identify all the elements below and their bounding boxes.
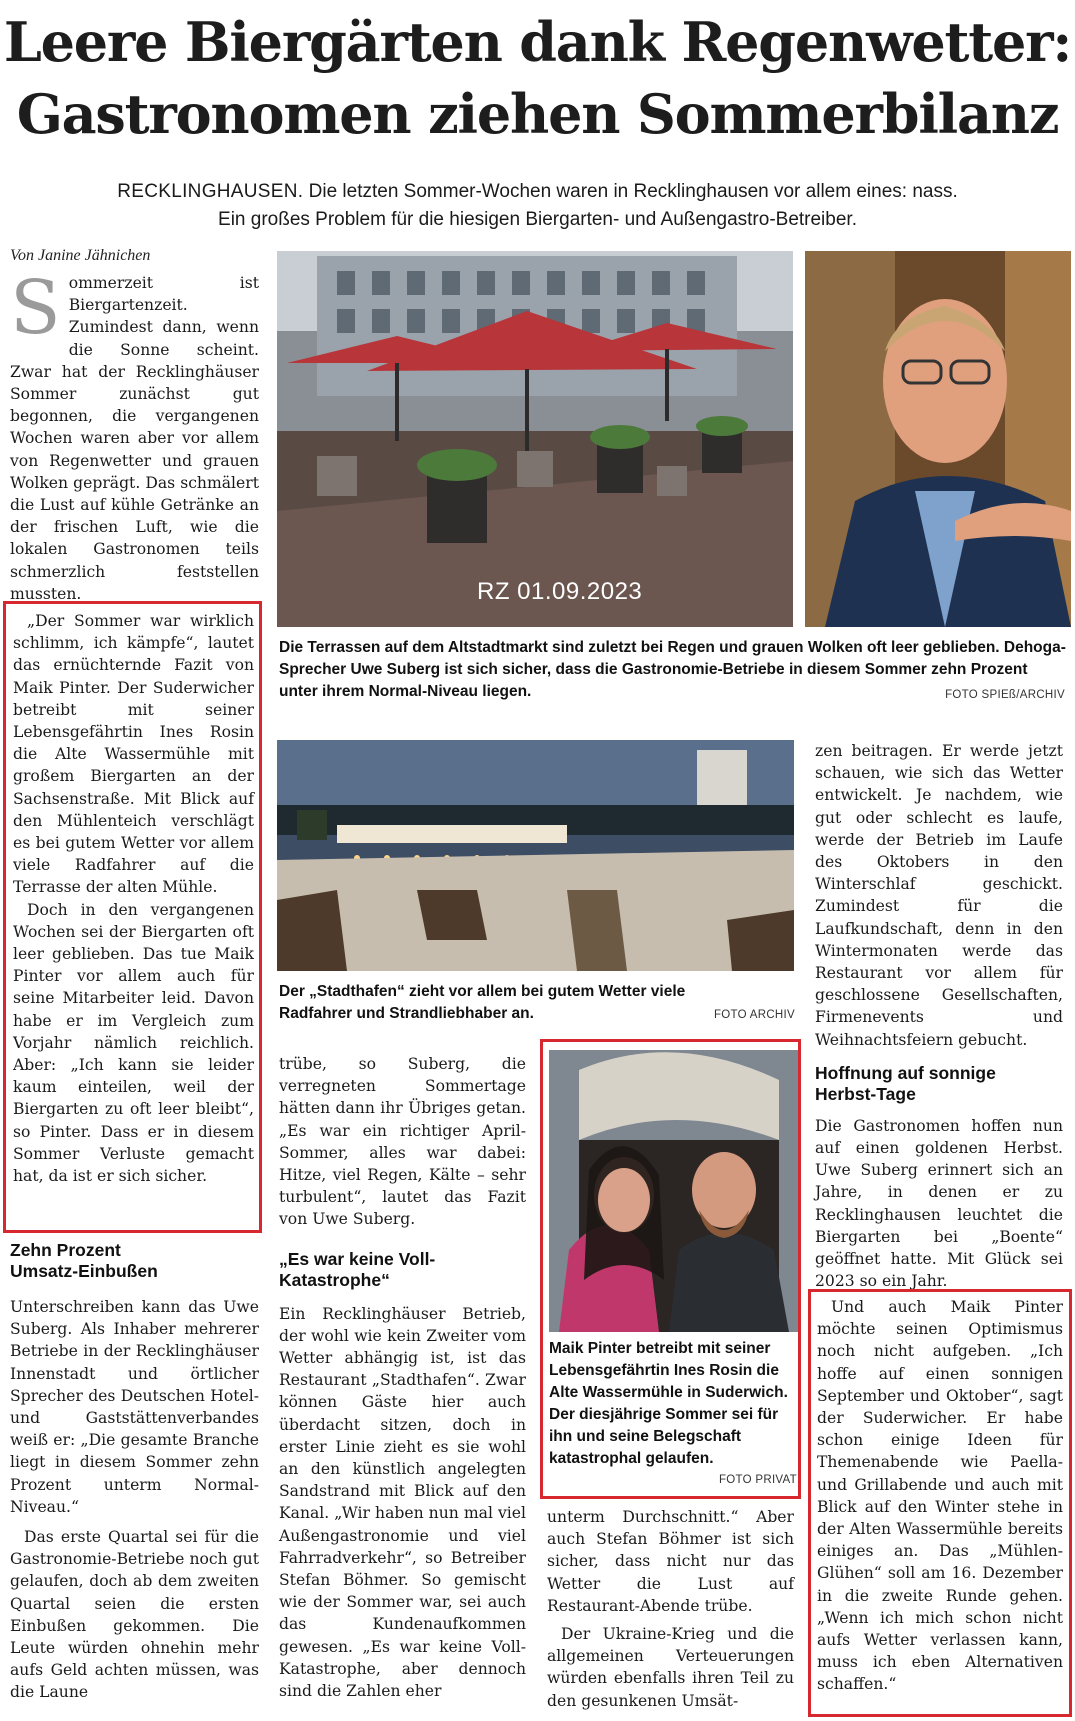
terrace-image <box>277 251 793 627</box>
headline-line-1: Leere Biergärten dank Regenwetter: <box>3 10 1072 74</box>
stadthafen-image <box>277 740 794 971</box>
intro-line-1: Die letzten Sommer-Wochen waren in Recklinghausen vor allem eines: nass. <box>308 181 958 202</box>
col2-paragraph-2: Ein Recklinghäuser Betrieb, der wohl wie kein Zweiter vom Wetter abhängig ist, ist das Restaurant „Stadthafen“. Zwar können Gäste hier auch überdacht sitzen, doch in erster Linie zieht es sie wohl an den künstlich angelegten Sandstrand mit Blick auf den Kanal. „Wir haben nun mal viel Außengastronomie und viel Fahrradverkehr“, so Betreiber Stefan Böhmer. So gemischt wie der Sommer war, sei auch das Kundenaufkommen gewesen. „Es war keine Voll-Katastrophe, aber dennoch sind die Zahlen eher <box>279 1304 526 1701</box>
col2-paragraph-1: trübe, so Suberg, die verregneten Sommertage hätten dann ihr Übriges getan. „Es war ein richtiger April-Sommer, alles war dabei: Hitze, viel Regen, Kälte – sehr turbulent“, lautet das Fazit von Uwe Suberg. <box>279 1055 526 1229</box>
col1-paragraph-2: „Der Sommer war wirklich schlimm, ich kämpfe“, lautet das ernüchternde Fazit von Maik Pinter. Der Suderwicher betreibt mit seiner Lebensgefährtin Ines Rosin die Alte Wassermühle mit großem Biergarten an der Sachsenstraße. Mit Blick auf den Mühlenteich verschlägt es bei gutem Wetter vor allem viele Radfahrer auf die Terrasse der alten Mühle. <box>13 612 254 897</box>
caption-stadthafen <box>279 981 797 1025</box>
headline-line-2: Gastronomen ziehen Sommerbilanz <box>16 82 1059 146</box>
highlight-box-photo <box>540 1039 801 1499</box>
column-4 <box>815 740 1063 1292</box>
subhead-zehn-prozent: Zehn Prozent Umsatz-Einbußen <box>10 1240 158 1281</box>
intro <box>40 178 1035 234</box>
highlight-box-left <box>3 601 262 1233</box>
col1-paragraph-5: Das erste Quartal sei für die Gastronomie-Betriebe noch gut gelaufen, doch ab dem zweiten Quartal seien die ersten Einbußen gekommen. Die Leute würden ohnehin mehr aufs Geld achten müssen, was die Laune <box>10 1528 259 1702</box>
col1-paragraph-4: Unterschreiben kann das Uwe Suberg. Als Inhaber mehrerer Betriebe in der Recklinghäuser Innenstadt und örtlicher Sprecher des Deutschen Hotel- und Gaststättenverbandes weiß er: „Die gesamte Branche liegt in diesem Sommer zehn Prozent unterm Normal-Niveau.“ <box>10 1298 259 1516</box>
column-1-top <box>10 265 259 605</box>
dropcap: S <box>10 265 61 351</box>
column-2 <box>279 1053 526 1702</box>
headline <box>0 6 1075 150</box>
col4-paragraph-1: zen beitragen. Er werde jetzt schauen, wie sich das Wetter entwickelt. Je nachdem, wie gut oder schlecht es laufe, werde der Betrieb im Laufe des Oktobers in den Winterschlaf geschickt. Zumindest für die Laufkundschaft, denn in den Wintermonaten werde das Restaurant vor allem für geschlossene Gesellschaften, Firmenevents und Weihnachtsfeiern gebucht. <box>815 742 1063 1049</box>
column-3 <box>547 1506 794 1712</box>
byline: Von Janine Jähnichen <box>10 247 151 264</box>
photo-pinter-rosin <box>549 1050 798 1332</box>
credit-stadthafen: FOTO ARCHIV <box>713 1009 795 1021</box>
caption-terrace-text: Die Terrassen auf dem Altstadtmarkt sind zuletzt bei Regen und grauen Wolken oft leer geblieben. Dehoga-Sprecher Uwe Suberg ist sich sicher, dass die Gastronomie-Betriebe in diesem Sommer zehn Prozent unter ihrem Normal-Niveau liegen. <box>279 639 1066 700</box>
column-1-bottom <box>10 1240 259 1704</box>
caption-terrace <box>279 637 1069 703</box>
subhead-keine-katastrophe: „Es war keine Voll-Katastrophe“ <box>279 1248 436 1290</box>
date-stamp: RZ 01.09.2023 <box>477 578 643 605</box>
highlight-box-right <box>808 1289 1072 1717</box>
caption-pinter-text: Maik Pinter betreibt mit seiner Lebensgefährtin Ines Rosin die Alte Wassermühle in Suderwich. Der diesjährige Sommer sei für ihn und seine Belegschaft katastrophal gelaufen. <box>549 1340 788 1467</box>
photo-stadthafen <box>277 740 794 971</box>
pinter-rosin-image <box>549 1050 798 1332</box>
col4-paragraph-3: Und auch Maik Pinter möchte seinen Optimismus noch nicht aufgeben. „Ich hoffe auf einen sonnigen September und Oktober“, sagt der Suderwicher. Er habe schon einige Ideen für Themenabende wie Paella- und Grillabende und auch mit Blick auf den Winter stehe in der Alten Wassermühle bereits einiges an. Das „Mühlen-Glühen“ soll am 16. Dezember in die zweite Runde gehen. „Wenn ich mich schon nicht aufs Wetter verlassen kann, muss ich eben Alternativen schaffen.“ <box>817 1298 1063 1694</box>
col1-paragraph-1: ommerzeit ist Biergartenzeit. Zumindest dann, wenn die Sonne scheint. Zwar hat der Recklinghäuser Sommer zunächst gut begonnen, die vergangenen Wochen waren aber vor allem von Regenwetter und grauen Wolken geprägt. Das schmälert die Lust auf kühle Getränke an der frischen Luft, wie die lokalen Gastronomen teils schmerzlich feststellen mussten. <box>10 274 259 603</box>
photo-terrace <box>277 251 793 627</box>
col3-paragraph-1: unterm Durchschnitt.“ Aber auch Stefan Böhmer ist sich sicher, dass nicht nur das Wetter die Lust auf Restaurant-Abende trübe. <box>547 1508 794 1615</box>
intro-location: RECKLINGHAUSEN. <box>117 181 304 202</box>
col4-paragraph-2: Die Gastronomen hoffen nun auf einen goldenen Herbst. Uwe Suberg erinnert sich an Jahre, in denen er zu Recklinghausen leuchtet die Biergarten bei „Boente“ geöffnet hatte. Mit Glück sei 2023 so ein Jahr. <box>815 1116 1063 1291</box>
portrait-image <box>805 251 1071 627</box>
photo-portrait-suberg <box>805 251 1071 627</box>
credit-pinter: FOTO PRIVAT <box>718 1474 797 1486</box>
intro-line-2: Ein großes Problem für die hiesigen Biergarten- und Außengastro-Betreiber. <box>218 209 857 230</box>
col1-paragraph-3: Doch in den vergangenen Wochen sei der Biergarten oft leer geblieben. Das tue Maik Pinter vor allem auch für seine Mitarbeiter leid. Davon habe er im Vergleich zum Vorjahr nämlich reichlich. Aber: „Ich kann sie leider kaum einteilen, weil der Biergarten zu oft leer bleibt“, so Pinter. Dass er in diesem Sommer Verluste gemacht hat, da ist er sich sicher. <box>13 900 254 1186</box>
col3-paragraph-2: Der Ukraine-Krieg und die allgemeinen Verteuerungen würden ebenfalls ihren Teil zu den gesunkenen Umsät- <box>547 1625 794 1710</box>
credit-terrace: FOTO SPIEß/ARCHIV <box>945 689 1065 701</box>
caption-stadthafen-text: Der „Stadthafen“ zieht vor allem bei gutem Wetter viele Radfahrer und Strandliebhaber an. <box>279 983 686 1022</box>
subhead-hoffnung: Hoffnung auf sonnige Herbst-Tage <box>815 1062 996 1104</box>
